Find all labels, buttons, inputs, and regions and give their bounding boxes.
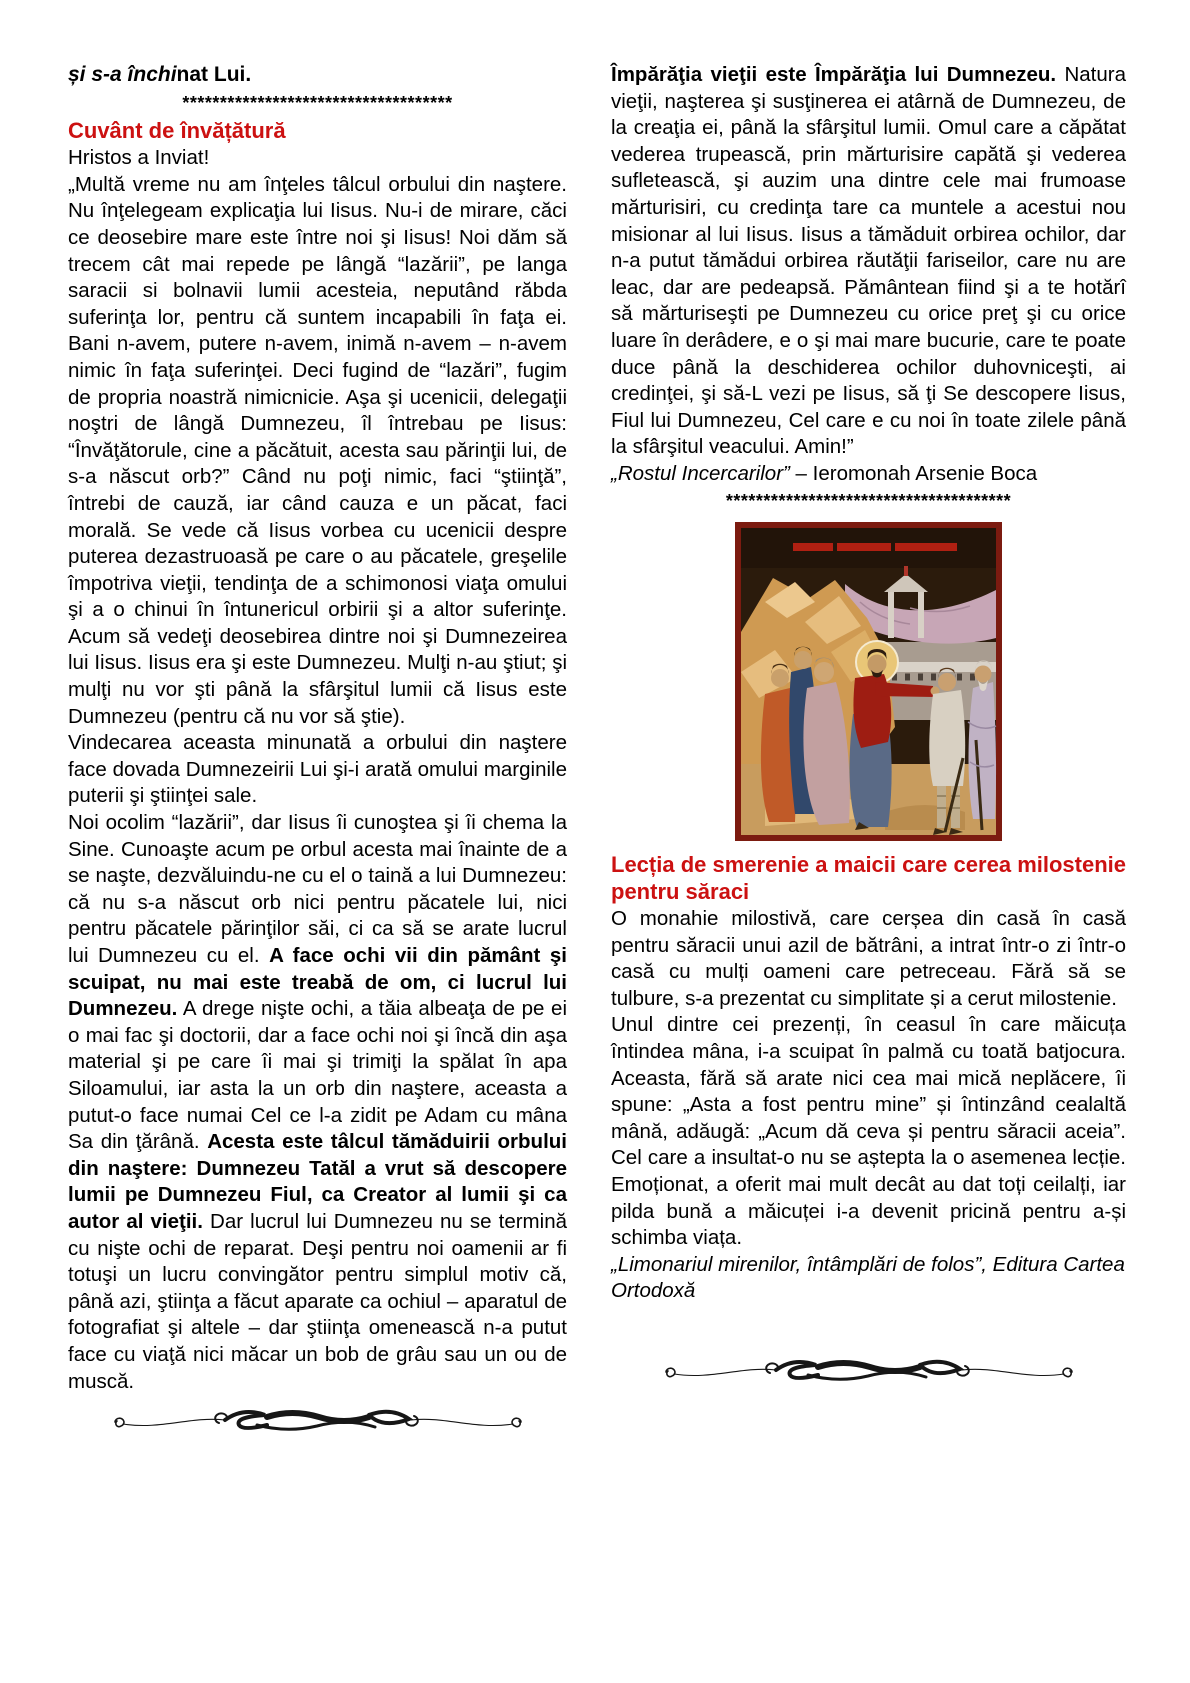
icon-title-text [793,543,957,551]
paragraph: „Multă vreme nu am înţeles tâlcul orbului din naştere. Nu înţelegeam explicaţia lui Iisus. Nu-i de mirare, căci ce deosebire mare este între noi şi Iisus! Noi dăm să trecem cât mai repede pe lângă “lazării”, pe langa saracii si bolnavii lumii acesteia, neputând răbda suferinţa lor, pentru că suntem incapabili în faţa ei. Bani n-avem, putere n-avem, inimă n-avem – n-avem nimic în faţa suferinţei. Deci fugind de “lazări”, fugim de propria noastră nimicnicie. Aşa şi ucenicii, delegaţii noştri de lângă Dumnezeu, îl întrebau pe Iisus: “Învăţătorule, cine a păcătuit, acesta sau părinţii lui, de s-a născut orb?” Când nu poţi nimic, faci “ştiinţă”, întrebi de cauză, iar când cauza e un păcat, faci morală. Se vede că Iisus vorbea cu ucenicii despre puterea dezastruoasă pe care o au păcatele, greşelile împotriva vieţii, tendinţa de a schimonosi viaţa omului şi a o chinui în întunericul orbirii şi a altor suferinţe. Acum să vedeţi deosebirea dintre noi şi Dumnezeirea lui Iisus. Iisus era şi este Dumnezeu. Mulţi n-au ştiut; şi mulţi nu vor şti până la sfârşitul lumii că Iisus este Dumnezeu (pentru că nu vor să ştie). [68,172,567,728]
paragraph: O monahie milostivă, care cerșea din casă în casă pentru săracii unui azil de bătrâni, a intrat într-o zi într-o casă cu mulți oameni care petreceau. Fără să se tulbure, s-a prezentat cu simplitate și a cerut milostenie. [611,907,1126,1010]
title-rest-part: nat Lui. [176,63,252,86]
bold-segment: A face ochi vii din pământ şi scuipat, nu mai este treabă de om, ci lucrul lui Dumnezeu. [68,944,568,1021]
text-segment: Dar lucrul lui Dumnezeu nu se termină cu nişte ochi de reparat. Deşi pentru noi oamenii ar fi totuşi un lucru convingător pentru simplul motiv că, până azi, ştiinţa a făcut aparate ca ochiul – aparatul de fotografiat şi altele – dar ştiinţa omenească n-a putut face cu viaţă nici măcar un bob de grâu sau un ou de muscă. [68,1209,567,1393]
asterisk-divider: ************************************ [182,92,453,113]
attribution: „Limonariul mirenilor, întâmplări de folos”, Editura Cartea Ortodoxă [611,1252,1125,1303]
bold-lead: Împărăţia vieţii este Împărăţia lui Dumnezeu. [611,63,1057,86]
text-segment: Natura vieţii, naşterea şi susţinerea ei atârnă de Dumnezeu, de la creaţia ei, până la sfârşitul lumii. Omul care a căpătat vederea trupească, prin mărturisire capătă şi vederea sufletească, şi auzim una dintre cele mai frumoase mărturisiri, cu credinţa tare ca muntele a acestui nou misionar al lui Iisus. Iisus a tămăduit orbirea ochilor, dar n-a putut tămădui orbirea răutăţii fariseilor, care nu are leac, dar are pedeapsă. Pământean fiind şi a te hotărî să mărturiseşti pe Dumnezeu cu orice preţ şi cu orice luare în derâdere, e o şi mai mare bucurie, care te poate duce până la deschiderea ochilor duhovniceşti, ai credinţei, şi să-L vezi pe Iisus, să ţi Se descopere Iisus, Fiul lui Dumnezeu, Cel care e cu noi în toate zilele până la sfârşitul veacului. Amin!” [611,63,1126,459]
flourish-divider-icon [654,1351,1084,1385]
section-heading-lectia: Lecția de smerenie a maicii care cerea milostenie pentru săraci [611,852,1126,905]
flourish-divider-icon [103,1401,533,1435]
greeting-line: Hristos a Inviat! [68,146,210,170]
paragraph [68,810,567,1395]
healing-of-the-blind-icon-image [735,522,1002,841]
bold-segment: Acesta este tâlcul tămăduirii orbului din naştere: Dumnezeu Tatăl a vrut să descopere lumii pe Dumnezeu Fiul, ca Creator al lumii şi ca autor al vieţii. [68,1130,567,1233]
attribution-source: „Rostul Incercarilor” [611,461,790,485]
paragraph [611,62,1126,461]
attribution-author: – Ieromonah Arsenie Boca [789,461,1038,485]
paragraph: Unul dintre cei prezenți, în ceasul în care măicuța întindea mâna, i-a scuipat în palmă cu toată batjocura. Aceasta, fără să arate nici cea mai mică neplăcere, îi spune: „Asta a fost pentru mine” și întinzând cealaltă mână, adăugă: „Acum dă ceva și pentru săracii aceia”. Cel care a insultat-o nu se aștepta la o asemenea lecție. Emoționat, a oferit mai mult decât au dat toți ceilalți, iar pilda bună a măicuței i-a devenit pricină pentru a-și schimba viața. [611,1013,1126,1250]
attribution [611,461,1126,488]
left-column [68,62,567,1683]
page-title [68,62,567,89]
right-column [611,62,1126,1683]
asterisk-divider: ************************************** [725,490,1012,511]
text-segment: Noi ocolim “lazării”, dar Iisus îi cunoştea şi îi chema la Sine. Cunoaşte acum pe orbul acesta mai înainte de a se naşte, dezvăluindu-ne cu el o taină a lui Dumnezeu: că nu s-a născut orb nici pentru păcatele lui, nici pentru păcatele părinţilor săi, ci ca să se arate lucrul lui Dumnezeu cu el. [68,811,567,967]
section-heading-cuvant: Cuvânt de învățătură [68,118,286,144]
paragraph: Vindecarea aceasta minunată a orbului din naştere face dovada Dumnezeirii Lui şi-i arată omului marginile puterii şi ştiinţei sale. [68,731,567,808]
text-segment: A drege nişte ochi, a tăia albeaţa de pe ei o mai fac şi doctorii, dar a face ochi noi şi încă din aşa material şi pe care îi mai şi trimiţi la spălat în apa Siloamului, iar asta la un orb din naştere, aceasta a putut-o face numai Cel ce l-a zidit pe Adam cu mâna Sa din ţărână. [68,997,567,1154]
title-italic-part: și s-a închi [68,63,177,86]
